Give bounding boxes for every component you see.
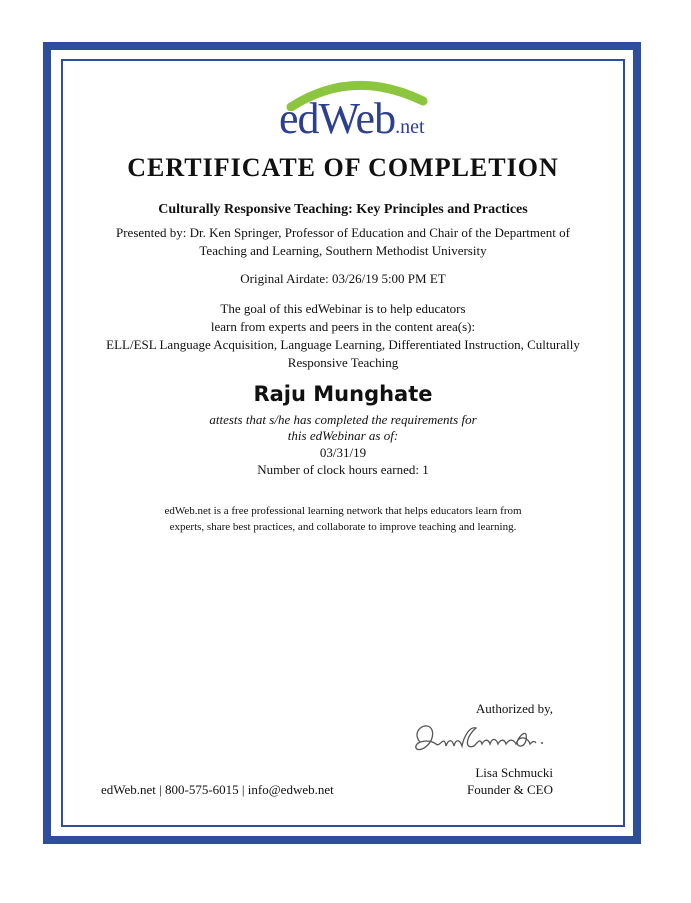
signature-icon [406, 716, 556, 758]
authorized-by-label: Authorized by, [475, 701, 553, 716]
webinar-title: Culturally Responsive Teaching: Key Principles and Practices [158, 202, 528, 217]
about-line: edWeb.net is a free professional learning network that helps educators learn from [164, 505, 522, 517]
about-line: experts, share best practices, and collaborate to improve teaching and learning. [169, 521, 517, 533]
goal-line: learn from experts and peers in the content area(s): [210, 319, 476, 334]
original-airdate: Original Airdate: 03/26/19 5:00 PM ET [240, 271, 446, 286]
goal-line: The goal of this edWebinar is to help educators [220, 301, 466, 316]
clock-hours: Number of clock hours earned: 1 [257, 462, 429, 477]
logo-suffix-text: .net [395, 116, 425, 138]
signer-block [467, 764, 553, 798]
certificate-content [63, 61, 623, 825]
contact-info: edWeb.net | 800-575-6015 | info@edweb.net [101, 782, 334, 797]
logo-wordmark [279, 93, 425, 144]
signer-title: Founder & CEO [467, 782, 553, 797]
signer-name: Lisa Schmucki [475, 765, 553, 780]
edweb-logo [273, 71, 453, 151]
goal-line: Responsive Teaching [287, 355, 399, 370]
presenter-line: Teaching and Learning, Southern Methodist University [199, 243, 487, 258]
presenter-line: Presented by: Dr. Ken Springer, Professor of Education and Chair of the Department of [115, 225, 570, 240]
webinar-goal [63, 300, 623, 372]
presenter-info [63, 224, 623, 260]
attests-line: this edWebinar as of: [287, 428, 399, 443]
goal-line: ELL/ESL Language Acquisition, Language Learning, Differentiated Instruction, Culturally [106, 337, 580, 352]
attestation [63, 412, 623, 444]
certificate-title: CERTIFICATE OF COMPLETION [127, 153, 559, 182]
edweb-about [63, 503, 623, 535]
logo-main-text: edWeb [279, 94, 396, 143]
recipient-name: Raju Munghate [253, 382, 433, 406]
completion-date: 03/31/19 [319, 445, 367, 460]
attests-line: attests that s/he has completed the requirements for [209, 412, 477, 427]
